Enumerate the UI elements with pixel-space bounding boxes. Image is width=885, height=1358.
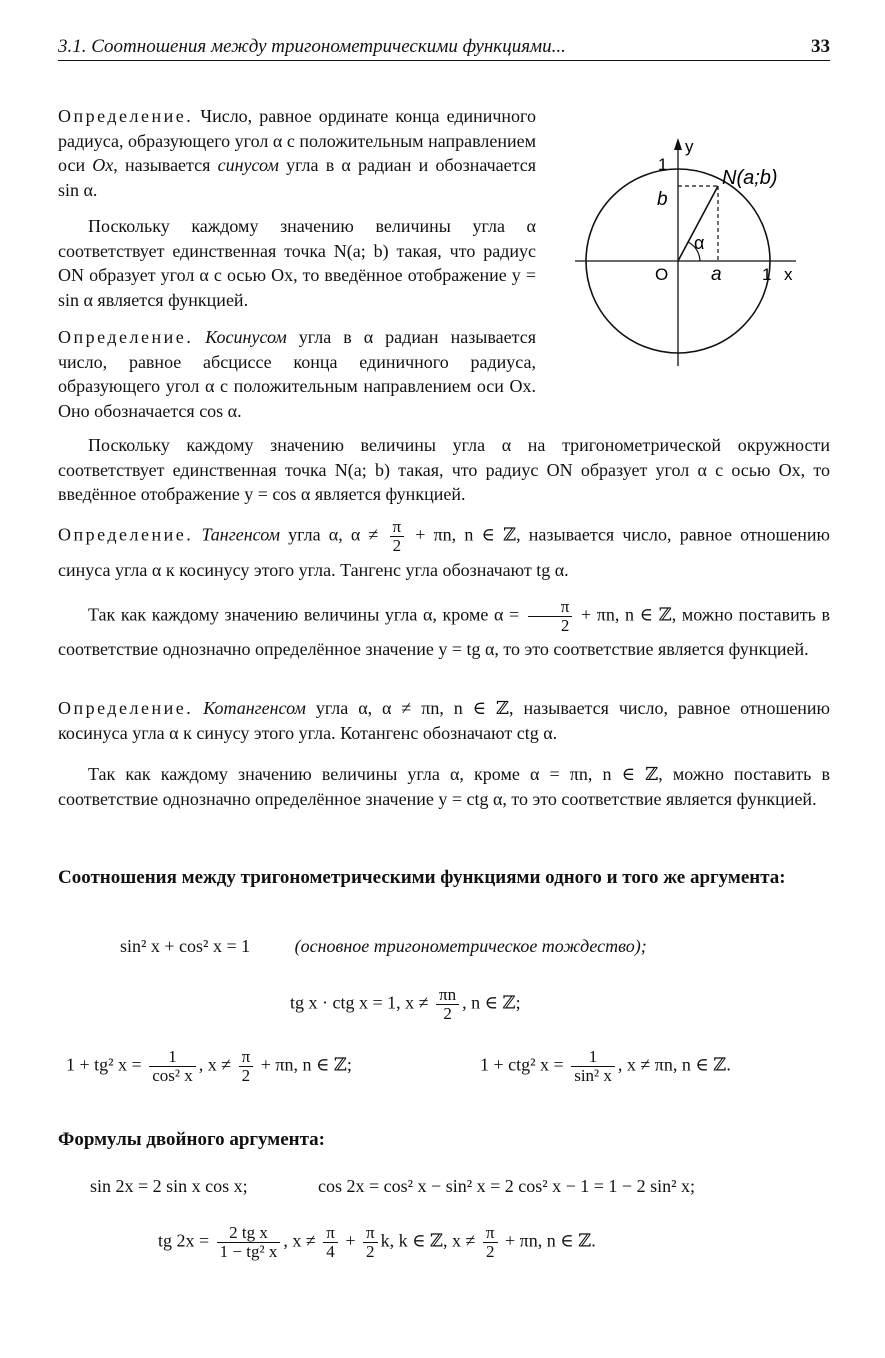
fraction-pi-2: $\frac{\pi}{2}$	[528, 598, 573, 635]
cos-definition: Определение. Косинусом угла в α радиан называется число, равное абсциссе конца единичного радиуса, образующего угол α с положительным направлением оси Ox. Оно обозначается cos α.	[58, 327, 536, 421]
tg-square-identity: 1 + tg² x = $\frac{1}{\text{cos² x}}$ , x ≠ $\frac{\pi}{2}$ + πn, n ∈ ℤ;	[66, 1047, 352, 1085]
sin-function-paragraph: Поскольку каждому значению величины угла α соответствует единственная точка N(a; b) такая, что радиус ON образует угол α с осью Ox, то введённое отображение y = sin α является функцией.	[58, 216, 536, 310]
tg-double: tg 2x = $\frac{\text{2 tg x}}{\text{1 − tg² x}}$ , x ≠ $\frac{\pi}{4}$ + $\frac{\pi}{2}$ k, k ∈ ℤ, x ≠ $\frac{\pi}{2}$ + πn, n ∈ ℤ.	[158, 1223, 596, 1261]
term-tangens: Тангенсом	[201, 524, 281, 545]
sin-definition: Определение. Число, равное ординате конца единичного радиуса, образующего угол α с положительным направлением оси Ox, называется синусом угла в α радиан и обозначается sin α.	[58, 106, 537, 200]
tg-function-paragraph: Так как каждому значению величины угла α, кроме α = $\frac{\pi}{2}$ + πn, n ∈ ℤ, можно поставить в соответствие однозначно определённое значение y = tg α, то это соответствие является функцией.	[58, 597, 830, 659]
fraction-pi-2: $\frac{\pi}{2}$	[390, 518, 405, 555]
y-axis-label: y	[685, 137, 694, 156]
basic-identity: sin² x + cos² x = 1 (основное тригонометрическое тождество);	[120, 936, 647, 956]
b-label: b	[657, 189, 668, 210]
ctg-definition: Определение. Котангенсом угла α, α ≠ πn, n ∈ ℤ, называется число, равное отношению косинуса угла α к синусу этого угла. Котангенс обозначают ctg α.	[58, 698, 831, 743]
a-label: a	[711, 264, 722, 285]
origin-label: O	[655, 265, 669, 284]
tg-ctg-product: tg x · ctg x = 1, x ≠ $\frac{\pi n}{2}$ , n ∈ ℤ;	[290, 985, 521, 1023]
definition-lead: Определение.	[58, 106, 194, 126]
x-axis-label: x	[784, 265, 793, 284]
double-argument-heading: Формулы двойного аргумента:	[58, 1129, 326, 1150]
definition-lead: Определение.	[58, 524, 194, 545]
page-number: 33	[811, 36, 830, 57]
cos-function-paragraph: Поскольку каждому значению величины угла α на тригонометрической окружности соответствует единственная точка N(a; b) такая, что радиус ON образует угол α с осью Ox, то введённое отображение y = cos α является функцией.	[58, 435, 830, 504]
y-one-label: 1	[658, 155, 668, 174]
sin-double: sin 2x = 2 sin x cos x;	[90, 1176, 248, 1196]
running-header	[58, 36, 830, 61]
tg-definition: Определение. Тангенсом угла α, α ≠ $\frac{\pi}{2}$ + πn, n ∈ ℤ, называется число, равное отношению синуса угла α к косинусу этого угла. Тангенс угла обозначают tg α.	[58, 517, 831, 580]
ctg-function-paragraph: Так как каждому значению величины угла α, кроме α = πn, n ∈ ℤ, можно поставить в соответствие однозначно определённое значение y = ctg α, то это соответствие является функцией.	[58, 764, 830, 809]
ctg-square-identity: 1 + ctg² x = $\frac{1}{\text{sin² x}}$ , x ≠ πn, n ∈ ℤ.	[480, 1047, 731, 1085]
term-kotangens: Котангенсом	[203, 698, 306, 718]
point-n-label: N(a;b)	[722, 167, 778, 189]
term-sinus: синусом	[217, 155, 279, 175]
alpha-label: α	[694, 233, 705, 253]
y-axis-arrow	[674, 138, 682, 150]
cos-double: cos 2x = cos² x − sin² x = 2 cos² x − 1 = 1 − 2 sin² x;	[318, 1176, 695, 1196]
header-title: 3.1. Соотношения между тригонометрическими функциями...	[58, 36, 566, 57]
relations-heading: Соотношения между тригонометрическими функциями одного и того же аргумента:	[58, 867, 786, 888]
identity-note: (основное тригонометрическое тождество);	[294, 936, 647, 956]
definition-lead: Определение.	[58, 698, 194, 718]
term-cosinus: Косинусом	[205, 327, 287, 347]
definition-lead: Определение.	[58, 327, 194, 347]
x-one-label: 1	[762, 265, 772, 284]
unit-circle-figure	[570, 130, 810, 380]
